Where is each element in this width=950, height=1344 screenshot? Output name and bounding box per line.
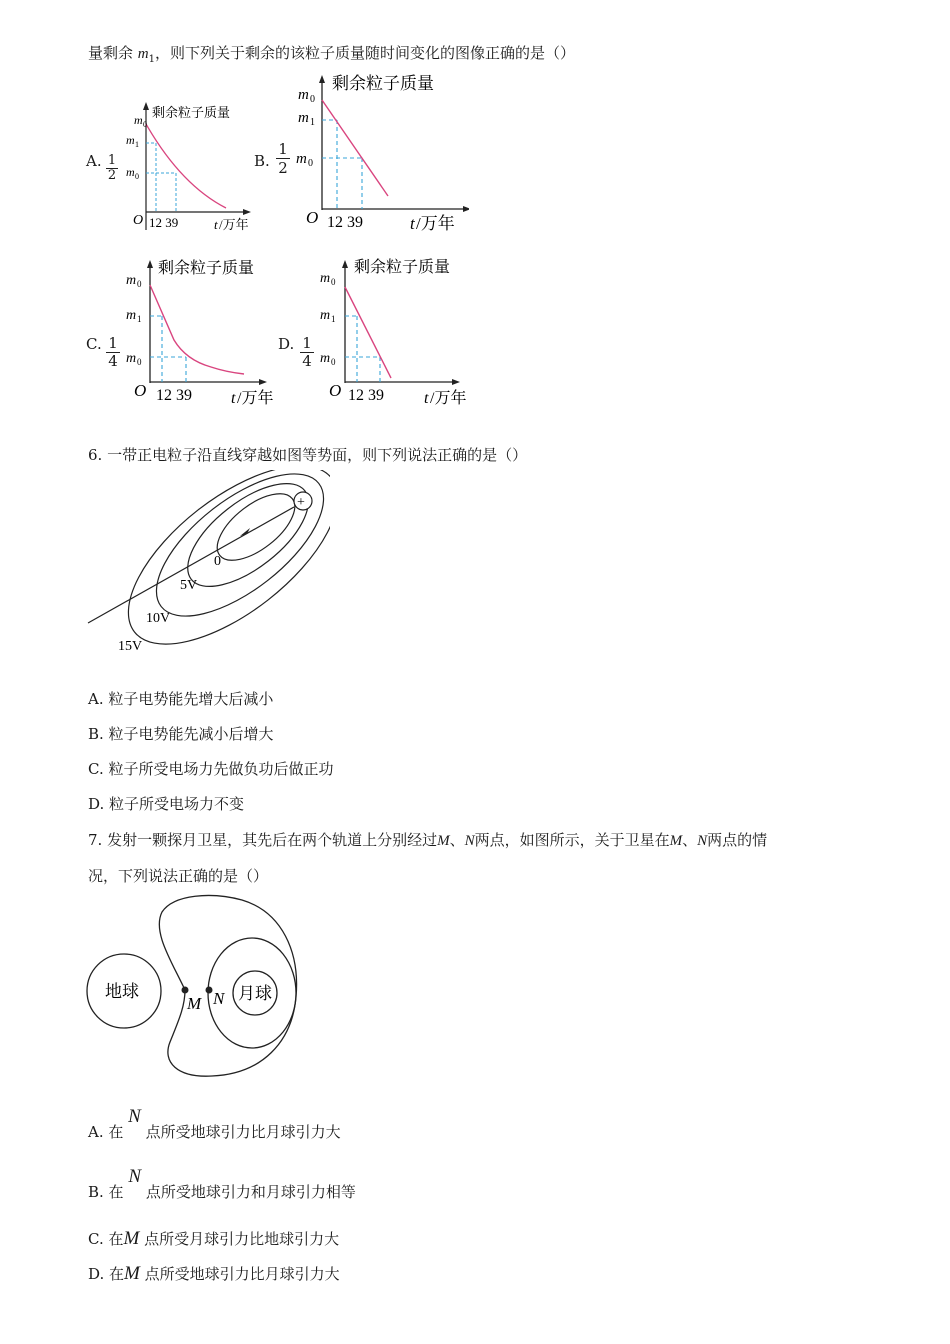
- q7-option-a[interactable]: [88, 1108, 341, 1148]
- label-quarter-m0-sub: 0: [331, 357, 336, 367]
- y-label: 剩余粒子质量: [152, 105, 231, 120]
- label-m1-sub: 1: [310, 117, 315, 128]
- tick-labels: 12 39: [327, 214, 363, 231]
- q7-stem-sep: 、: [449, 831, 465, 849]
- q6-option-d[interactable]: D. 粒子所受电场力不变: [88, 795, 245, 813]
- x-label-var: t: [410, 214, 415, 233]
- label-m0-sub: 0: [331, 277, 336, 287]
- x-label-var: t: [424, 390, 429, 407]
- q7-option-d[interactable]: [88, 1263, 340, 1285]
- moon-label: 月球: [238, 984, 272, 1003]
- origin: O: [134, 381, 147, 400]
- q5-option-c-num: 1: [108, 334, 118, 352]
- label-m0: m: [320, 271, 331, 286]
- label-m1: m: [126, 308, 137, 323]
- q7-option-b-prefix: B. 在: [88, 1183, 124, 1201]
- q7-stem-part-c: 两点的情: [707, 831, 768, 849]
- q5-option-b[interactable]: [254, 70, 469, 240]
- q7-option-d-suffix: 点所受地球引力比月球引力大: [144, 1265, 340, 1283]
- label-quarter-m0: m: [126, 351, 137, 366]
- origin: O: [133, 213, 144, 228]
- q7-option-a-prefix: A. 在: [88, 1123, 124, 1141]
- label-m0: m: [126, 273, 137, 288]
- label-m1: m: [320, 308, 331, 323]
- label-m1: m: [126, 133, 135, 147]
- q5-option-b-letter: B.: [254, 152, 270, 170]
- q6-option-b[interactable]: B. 粒子电势能先减小后增大: [88, 725, 274, 743]
- q5-graph-a: [86, 100, 261, 240]
- tick-labels: 12 39: [348, 387, 384, 404]
- x-label-unit: /万年: [219, 217, 249, 232]
- label-m1-sub: 1: [135, 140, 139, 149]
- q7-stem-line1: [88, 829, 767, 850]
- q7-option-b-suffix: 点所受地球引力和月球引力相等: [145, 1183, 356, 1201]
- q5-stem: [88, 42, 575, 65]
- q5-option-d[interactable]: [278, 255, 478, 415]
- origin: O: [306, 208, 319, 227]
- q6-equipotential-diagram: [80, 470, 330, 670]
- x-label-unit: /万年: [416, 214, 455, 233]
- charge-sign: +: [297, 495, 305, 510]
- label-half-m0-sub: 0: [135, 172, 139, 181]
- point-n-dot: [206, 987, 213, 994]
- q7-stem-m-2: M: [669, 833, 683, 849]
- x-label-unit: /万年: [237, 390, 274, 407]
- q7-stem-line2: 况，下列说法正确的是（）: [88, 867, 269, 885]
- label-m0-sub: 0: [137, 279, 142, 289]
- decay-curve: [146, 124, 226, 208]
- point-m-dot: [182, 987, 189, 994]
- label-m1-sub: 1: [137, 314, 142, 324]
- q7-option-c-suffix: 点所受月球引力比地球引力大: [144, 1230, 340, 1248]
- label-half-m0-sub: 0: [308, 158, 313, 169]
- q7-stem-m: M: [437, 833, 450, 849]
- q5-option-a[interactable]: [86, 100, 261, 240]
- y-label: 剩余粒子质量: [354, 259, 451, 276]
- label-m0-sub: 0: [310, 94, 315, 105]
- decay-line: [322, 100, 388, 196]
- q5-option-c-letter: C.: [86, 335, 102, 353]
- label-10v: 10V: [146, 611, 171, 626]
- q6-stem: 6. 一带正电粒子沿直线穿越如图等势面，则下列说法正确的是（）: [88, 446, 528, 464]
- q7-option-a-suffix: 点所受地球引力比月球引力大: [145, 1123, 341, 1141]
- q5-option-d-letter: D.: [278, 335, 295, 353]
- label-m0: m: [134, 113, 143, 127]
- label-0v: 0: [214, 554, 221, 569]
- q7-stem-part-a: 7. 发射一颗探月卫星，其先后在两个轨道上分别经过: [88, 831, 438, 849]
- q7-option-b[interactable]: [88, 1168, 356, 1208]
- q5-option-c-den: 4: [106, 352, 120, 370]
- x-axis-arrow: [452, 379, 460, 385]
- q5-stem-var: m: [137, 46, 149, 62]
- q5-option-a-letter: A.: [86, 152, 102, 170]
- x-label-var: t: [231, 390, 236, 407]
- q7-option-b-var: N: [128, 1166, 142, 1187]
- q7-option-c-var: M: [123, 1228, 140, 1249]
- y-axis-arrow: [342, 260, 348, 268]
- q7-option-c[interactable]: [88, 1228, 339, 1250]
- decay-line: [345, 287, 391, 378]
- x-axis-arrow: [463, 206, 469, 212]
- label-m1-sub: 1: [331, 314, 336, 324]
- q7-option-d-prefix: D. 在: [88, 1265, 125, 1283]
- point-n-label: N: [213, 989, 225, 1008]
- origin: O: [329, 381, 342, 400]
- q7-option-c-prefix: C. 在: [88, 1230, 124, 1248]
- q5-graph-c: [86, 255, 281, 415]
- q7-stem-part-b: 两点，如图所示，关于卫星在: [474, 831, 670, 849]
- q5-graph-b: [254, 70, 469, 240]
- label-half-m0: m: [126, 165, 135, 179]
- label-5v: 5V: [180, 578, 198, 593]
- q5-option-b-den: 2: [276, 158, 290, 177]
- y-label: 剩余粒子质量: [332, 74, 434, 93]
- point-m-label: M: [187, 994, 202, 1013]
- label-m0-sub: 0: [143, 120, 147, 129]
- y-axis-arrow: [147, 260, 153, 268]
- tick-labels: 12 39: [156, 387, 192, 404]
- label-quarter-m0: m: [320, 351, 331, 366]
- tick-labels: 12 39: [149, 215, 179, 230]
- y-axis-arrow: [143, 102, 149, 110]
- label-m0: m: [298, 87, 309, 103]
- q5-graph-d: [278, 255, 478, 415]
- decay-curve: [150, 285, 244, 374]
- y-axis-arrow: [319, 75, 325, 83]
- q5-option-c[interactable]: [86, 255, 281, 415]
- q5-stem-post: ，则下列关于剩余的该粒子质量随时间变化的图像正确的是（）: [155, 44, 576, 62]
- label-quarter-m0-sub: 0: [137, 357, 142, 367]
- x-label-var: t: [214, 217, 218, 232]
- q5-option-d-num: 1: [302, 334, 312, 352]
- q7-orbit-diagram: [82, 892, 312, 1087]
- q7-stem-n: N: [464, 833, 475, 849]
- q6-option-c[interactable]: C. 粒子所受电场力先做负功后做正功: [88, 760, 334, 778]
- q7-option-d-var: M: [124, 1263, 140, 1284]
- q5-option-a-den: 2: [107, 168, 117, 183]
- x-axis-arrow: [259, 379, 267, 385]
- q7-option-a-var: N: [128, 1106, 141, 1127]
- label-15v: 15V: [118, 639, 143, 654]
- x-axis-arrow: [243, 209, 251, 215]
- earth-label: 地球: [105, 982, 139, 1001]
- q5-option-a-num: 1: [107, 153, 117, 168]
- label-m1: m: [298, 110, 309, 126]
- q5-option-d-den: 4: [300, 352, 314, 370]
- q5-option-b-num: 1: [278, 140, 288, 158]
- x-label-unit: /万年: [430, 390, 467, 407]
- label-half-m0: m: [296, 151, 307, 167]
- q5-stem-sub: 1: [148, 54, 156, 65]
- q6-option-a[interactable]: A. 粒子电势能先增大后减小: [88, 690, 274, 708]
- q7-stem-sep-2: 、: [682, 831, 698, 849]
- q7-stem-n-2: N: [697, 833, 708, 849]
- y-label: 剩余粒子质量: [158, 260, 255, 277]
- q5-stem-pre: 量剩余: [88, 44, 134, 62]
